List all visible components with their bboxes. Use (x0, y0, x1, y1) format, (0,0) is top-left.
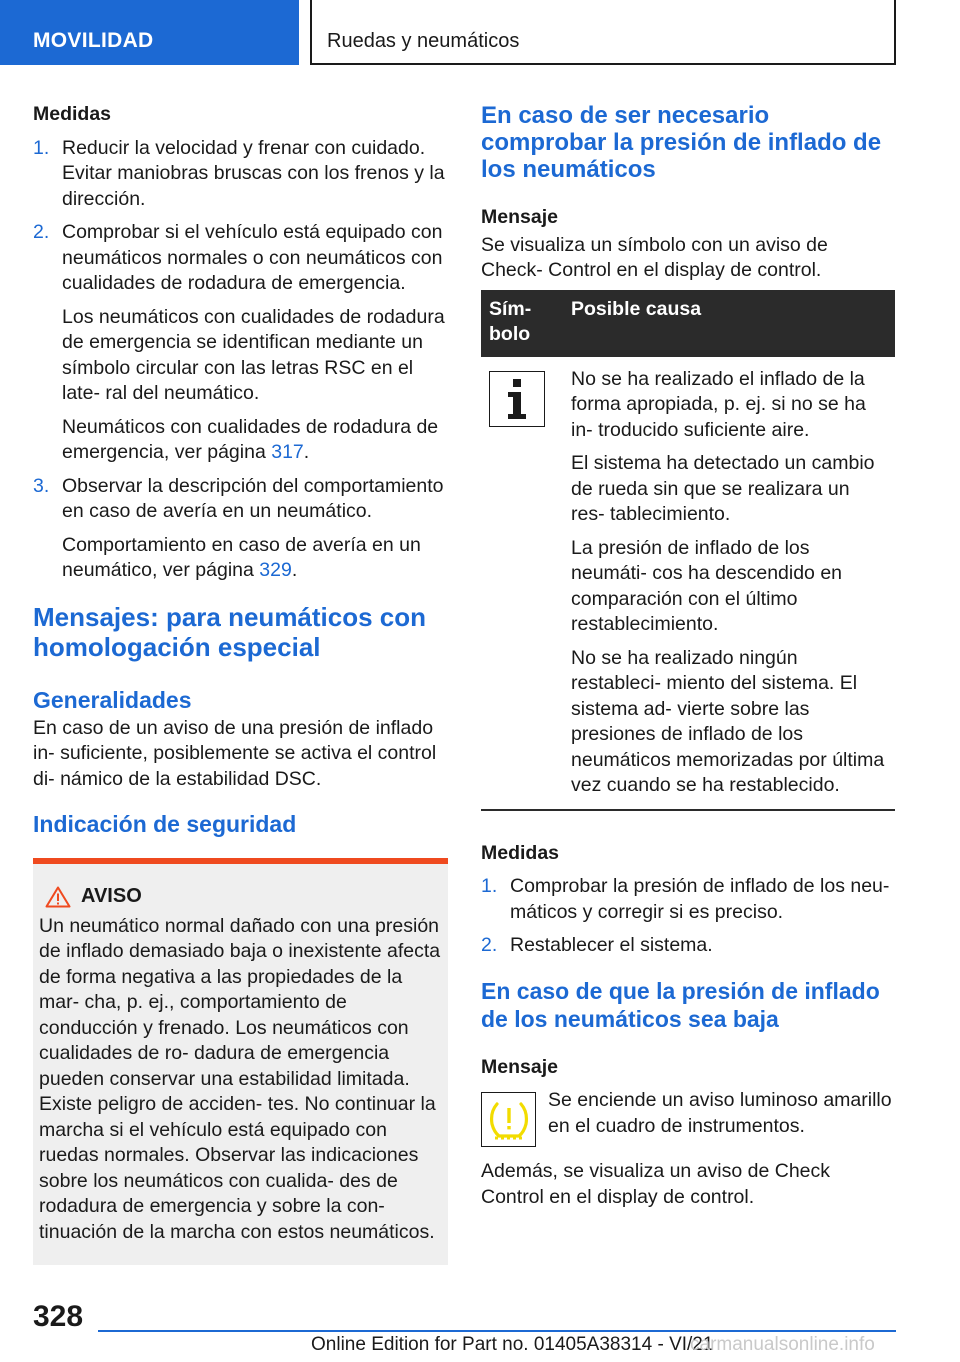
page-reference: Comportamiento en caso de avería en un neumático, ver página 329. (62, 533, 421, 581)
general-text: En caso de un aviso de una presión de inflado in‐ suficiente, posiblemente se activa el control di‐ námico de la estabilidad DSC. (33, 716, 437, 790)
page-link[interactable]: 317 (271, 441, 304, 463)
message-text: Se visualiza un símbolo con un aviso de Check- Control en el display de control. (481, 233, 828, 281)
table-header-row (481, 290, 895, 357)
header-section-label: MOVILIDAD (33, 29, 154, 52)
footer-divider (98, 1330, 896, 1332)
symbol-cell (481, 357, 563, 810)
check-control-text: Además, se visualiza un aviso de Check Control en el display de control. (481, 1160, 831, 1208)
warning-title-text: AVISO (81, 885, 142, 907)
table-row (481, 357, 895, 810)
list-text: Observar la descripción del comportamiento en caso de avería en un neumático. (62, 474, 444, 522)
message-heading-2: Mensaje (481, 1055, 558, 1078)
warning-box (33, 858, 448, 1265)
measures-heading: Medidas (33, 103, 112, 125)
cause-cell (563, 357, 895, 810)
message-heading: Mensaje (481, 206, 558, 228)
cause-text: No se ha realizado el inflado de la forma apropiada, p. ej. si no se ha in‐ troducido suficiente aire. (571, 367, 866, 441)
tire-pressure-warning-icon (481, 1092, 536, 1147)
list-item (481, 933, 895, 959)
warning-triangle-icon (45, 886, 71, 908)
list-item (481, 874, 895, 925)
header-chapter-label: Ruedas y neumáticos (327, 30, 520, 52)
header-section-tab (0, 0, 299, 65)
footer-watermark: carmanualsonline.info (690, 1334, 875, 1355)
general-heading: Generalidades (33, 686, 192, 713)
messages-heading: Mensajes: para neumáticos con homologación especial (33, 601, 427, 662)
footer-edition: Online Edition for Part no. 01405A38314 - VI/21 (311, 1334, 714, 1355)
list-number: 2. (33, 221, 50, 243)
list-text: Comprobar la presión de inflado de los neu‐ máticos y corregir si es preciso. (510, 875, 890, 923)
list-item (33, 220, 448, 466)
page-reference: Neumáticos con cualidades de rodadura de emergencia, ver página 317. (62, 415, 439, 463)
cause-text: No se ha realizado ningún restableci‐ miento del sistema. El sistema ad‐ vierte sobre las presiones de inflado de los neumáticos memorizadas por última vez cuando se ha restablecido. (571, 646, 885, 796)
list-number: 1. (33, 136, 50, 159)
list-number: 2. (481, 934, 498, 956)
list-text: Restablecer el sistema. (510, 934, 713, 956)
symbol-table (481, 290, 895, 811)
list-number: 3. (33, 474, 50, 497)
left-column (33, 102, 448, 1265)
low-pressure-heading: En caso de que la presión de inflado de los neumáticos sea baja (481, 977, 880, 1032)
measures-heading-right: Medidas (481, 841, 560, 864)
cause-text: El sistema ha detectado un cambio de rueda sin que se realizara un res‐ tablecimiento. (571, 452, 875, 525)
warning-text: Un neumático normal dañado con una presión de inflado demasiado baja o inexistente afecta de forma negativa a las propiedades de la mar‐ cha, p. ej., comportamiento de conducción y frenado. Los neumáticos con cualidades de ro‐ dadura de emergencia pueden conservar una estabilidad limitada. Existe peligro de acciden‐ tes. No continuar la marcha si el vehículo está equipado con ruedas normales. Observar las indicaciones sobre los neumáticos con cualida‐ des de rodadura de emergencia y sobre la con‐ tinuación de la marcha con estos neumáticos. (39, 914, 441, 1243)
tpms-row (481, 1088, 895, 1147)
column-header-cause: Posible causa (563, 290, 895, 357)
list-text: Los neumáticos con cualidades de rodadura de emergencia se identifican mediante un símbolo circular con las letras RSC en el late‐ ral del neumático. (62, 305, 445, 404)
right-column (481, 102, 895, 1210)
list-item (33, 136, 448, 213)
list-text: Comprobar si el vehículo está equipado con neumáticos normales o con neumáticos con cualidades de rodadura de emergencia. (62, 221, 443, 294)
page-number: 328 (33, 1300, 84, 1333)
measures-list-right (481, 874, 895, 959)
list-number: 1. (481, 875, 498, 897)
tpms-text: Se enciende un aviso luminoso amarillo en el cuadro de instrumentos. (548, 1089, 892, 1137)
list-text: Reducir la velocidad y frenar con cuidado. Evitar maniobras bruscas con los frenos y la dirección. (62, 136, 445, 210)
header-chapter-tab (310, 0, 896, 65)
safety-heading: Indicación de seguridad (33, 811, 297, 837)
list-item (33, 474, 448, 584)
check-pressure-heading: En caso de ser necesario comprobar la presión de inflado de los neumáticos (481, 102, 882, 183)
cause-text: La presión de inflado de los neumáti‐ cos ha descendido en comparación con el último restablecimiento. (571, 536, 843, 635)
measures-list (33, 136, 448, 584)
page-link[interactable]: 329 (259, 559, 292, 581)
warning-title (39, 884, 441, 910)
column-header-symbol: Sím‐ bolo (481, 290, 563, 357)
info-icon (489, 371, 545, 427)
